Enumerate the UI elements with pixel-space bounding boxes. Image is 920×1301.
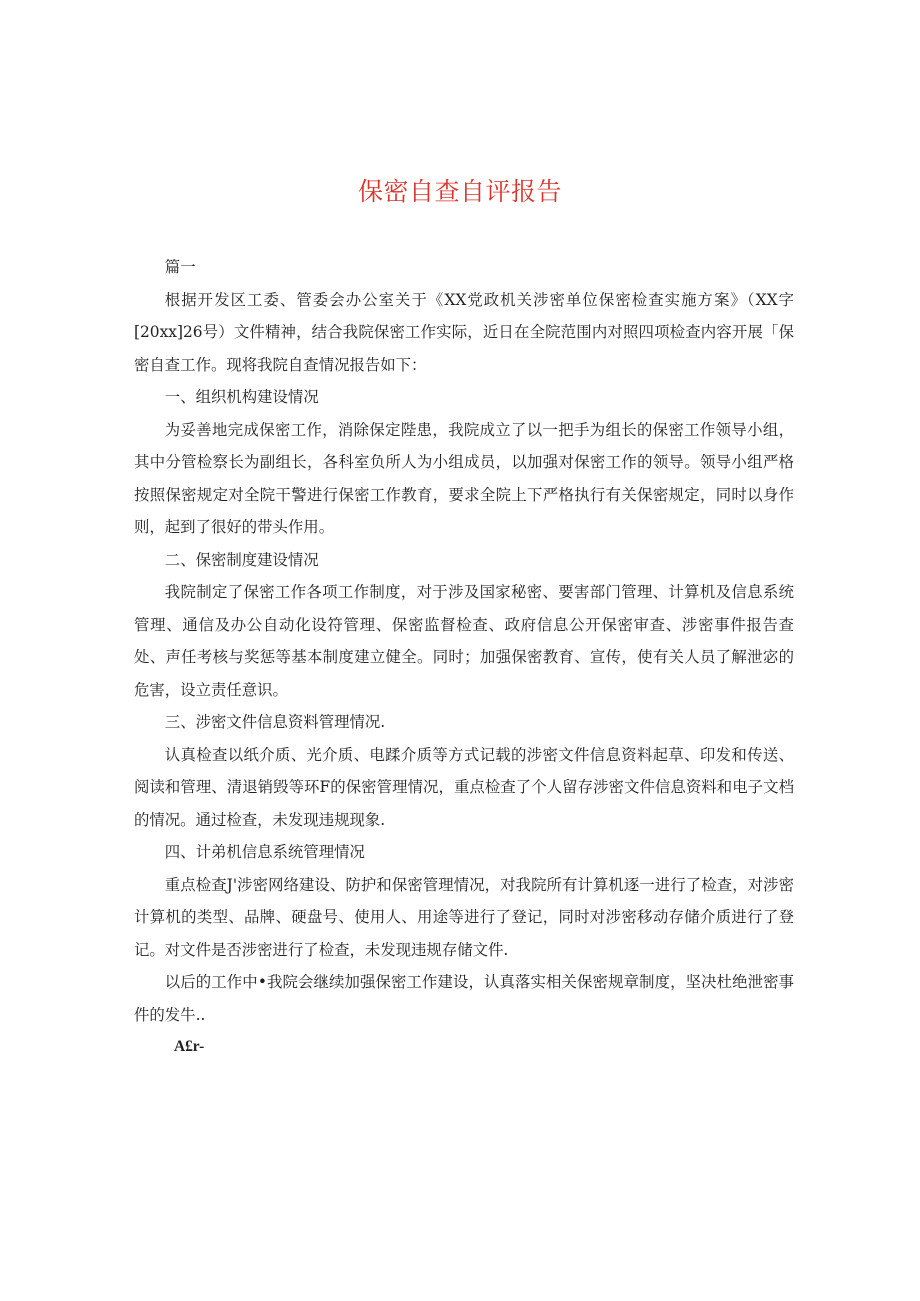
intro-paragraph: 根据开发区工委、管委会办公室关于《XX党政机关涉密单位保密检查实施方案》（XX字[20xx]26号）文件精神，结合我院保密工作实际，近日在全院范围内对照四项检查内容开展「保密自查工作。现将我院自查情况报告如下：	[134, 290, 794, 374]
paragraph-documents: 认真检查以纸介质、光介质、电蹂介质等方式记载的涉密文件信息资料起草、印发和传送、阅读和管理、清退销毁等环F的保密管理情况，重点检查了个人留存涉密文件信息资料和电子文档的情况。通过检查，未发现违规现象.	[134, 745, 794, 829]
paragraph-conclusion: 以后的工作中•我院会继续加强保密工作建设，认真落实相关保密规章制度，坚决杜绝泄密事件的发牛..	[134, 973, 794, 1024]
signature-text: A£r-	[174, 1038, 205, 1055]
heading-documents: 三、涉密文件信息资料管理情况.	[164, 713, 386, 731]
document-body	[134, 251, 794, 1064]
section-label: 篇一	[164, 258, 196, 276]
heading-computer: 四、计弟机信息系统管理情况	[164, 843, 365, 861]
document-title: 保密自查自评报告	[357, 177, 562, 206]
paragraph-system: 我院制定了保密工作各项工作制度，对于涉及国家秘密、要害部门管理、计算机及信息系统管理、通信及办公自动化设符管理、保密监督检查、政府信息公开保密审查、涉密事件报告查处、声任考核与奖惩等基本制度建立健全。同时；加强保密教育、宣传，使有关人员了解泄宓的危害，设立责任意识。	[134, 583, 794, 699]
paragraph-organization: 为妥善地完成保密工作，消除保定陛患，我院成立了以一把手为组长的保密工作领导小组，其中分管检察长为副组长，各科室负所人为小组成员，以加强对保密工作的领导。领导小组严格按照保密规定对全院干警进行保密工作教育，要求全院上下严格执行有关保密规定，同时以身作则，起到了很好的带头作用。	[134, 420, 794, 536]
heading-system: 二、保密制度建设情况	[164, 550, 319, 569]
paragraph-computer: 重点检查J'涉密网络建设、防护和保密管理情况，对我院所有计算机逐一进行了检查，对涉密计算机的类型、品牌、硬盘号、使用人、用途等进行了登记，同时对涉密移动存储介质进行了登记。对文件是否涉密进行了检查，未发现违规存储文件.	[134, 875, 794, 959]
heading-organization: 一、组织机构建设情况	[164, 388, 319, 406]
